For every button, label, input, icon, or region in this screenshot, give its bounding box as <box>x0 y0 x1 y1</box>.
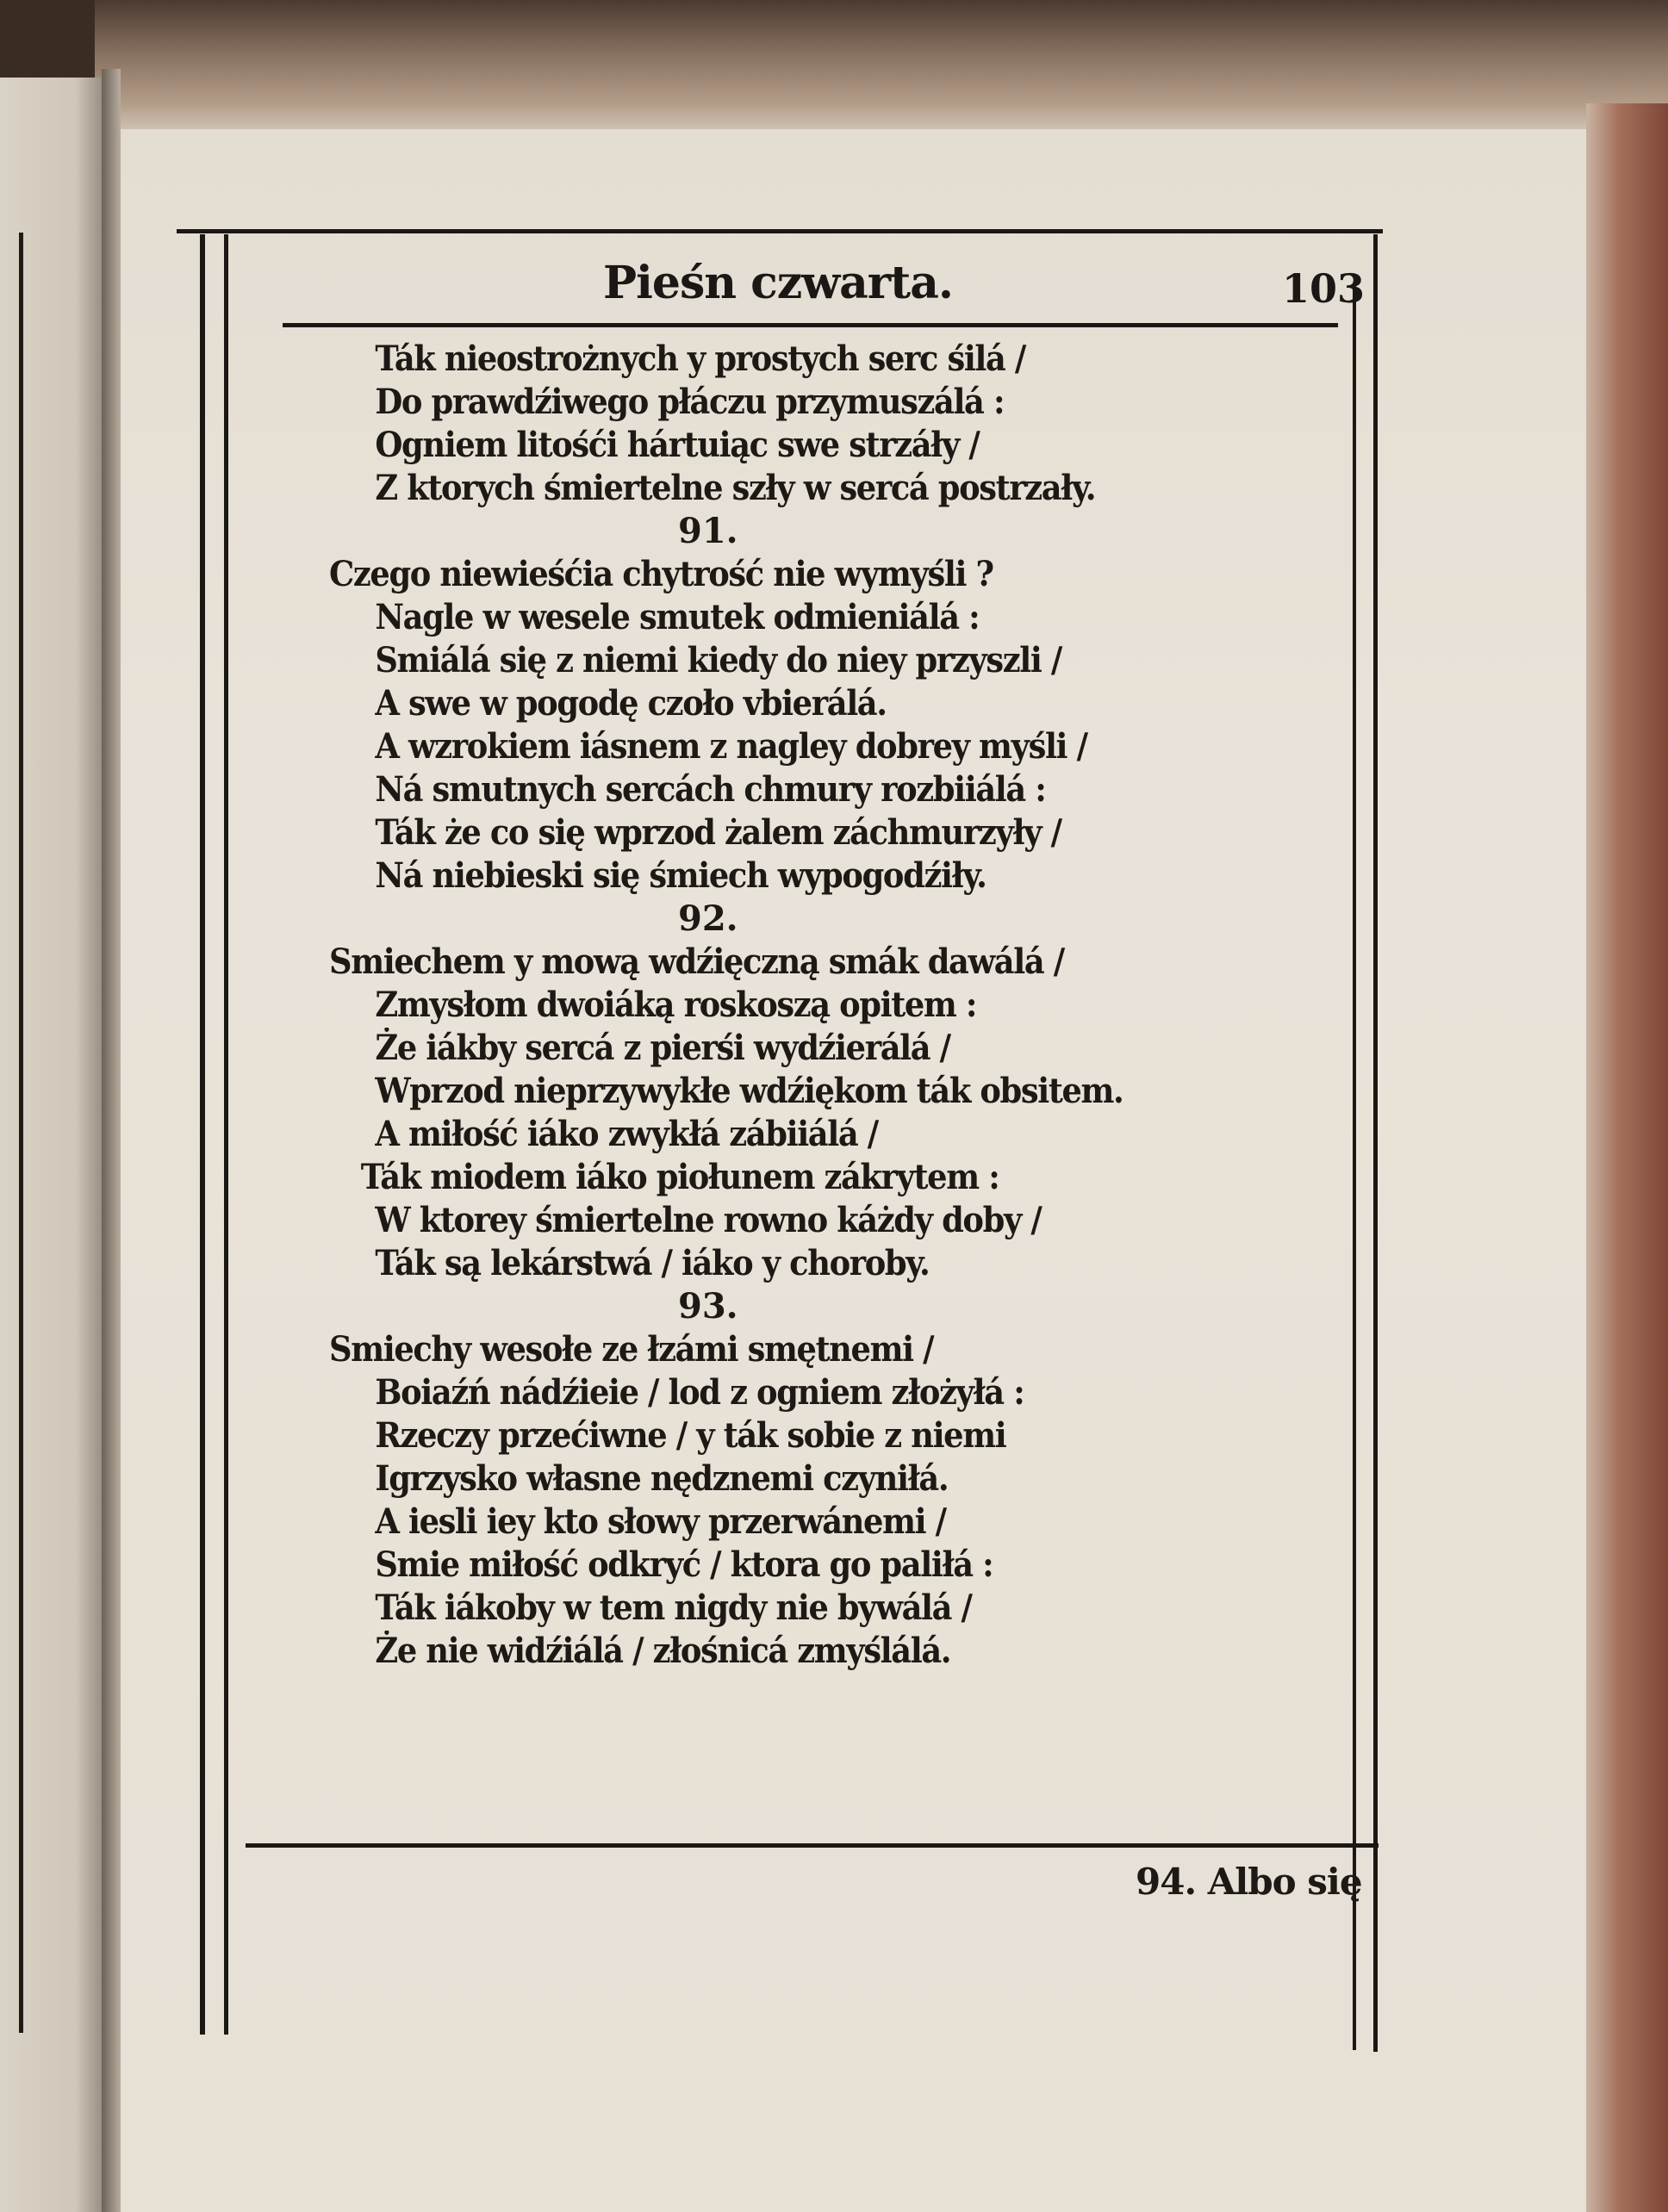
poem-text <box>329 338 1234 1673</box>
verse-line: Smie miłość odkryć / ktora go paliłá : <box>375 1544 993 1585</box>
verse-line: Ogniem litośći hártuiąc swe strzáły / <box>375 425 980 465</box>
verse-line: Do prawdźiwego płáczu przymuszálá : <box>375 382 1005 422</box>
verse-line: A swe w pogodę czoło vbierálá. <box>375 683 887 724</box>
book-top-edge <box>95 0 1668 138</box>
verse-line: Ták są lekárstwá / iáko y choroby. <box>375 1243 930 1283</box>
verse-line: Czego niewieśćia chytrość nie wymyśli ? <box>329 554 993 594</box>
verse-line: Smiálá się z niemi kiedy do niey przyszli / <box>375 640 1061 680</box>
page-title: Pieśn czwarta. <box>603 257 953 309</box>
verse-line: Rzeczy przećiwne / y ták sobie z niemi <box>375 1415 1006 1456</box>
verse-line: Igrzysko własne nędznemi czyniłá. <box>375 1458 949 1499</box>
verse-line: A wzrokiem iásnem z nagley dobrey myśli / <box>375 726 1087 767</box>
verse-line: Boiaźń nádźieie / lod z ogniem złożyłá : <box>375 1372 1024 1413</box>
verse-line: Nagle w wesele smutek odmieniálá : <box>375 597 980 637</box>
verse-line: Ták nieostrożnych y prostych serc śilá / <box>375 339 1025 379</box>
verse-line: Ták iákoby w tem nigdy nie bywálá / <box>375 1588 972 1628</box>
verse-line: A miłość iáko zwykłá zábiiálá / <box>375 1114 878 1154</box>
verse-line: Smiechem y mową wdźięczną smák dawálá / <box>329 941 1064 982</box>
frame-top-rule <box>177 229 1383 233</box>
verse-line: Z ktorych śmiertelne szły w sercá postrzały. <box>375 468 1096 508</box>
stanza-number: 91. <box>678 511 738 551</box>
left-page <box>0 78 108 2212</box>
verse-line: Zmysłom dwoiáką roskoszą opitem : <box>375 985 977 1025</box>
verse-line: W ktorey śmiertelne rowno káżdy doby / <box>375 1200 1042 1240</box>
verse-line: Ták miodem iáko piołunem zákrytem : <box>360 1157 999 1197</box>
frame-right-rule-outer <box>1373 234 1378 2052</box>
stanza-number: 92. <box>678 898 738 939</box>
footer-rule <box>246 1843 1379 1848</box>
left-page-frame-rule <box>19 233 23 2033</box>
verse-line: Że nie widźiálá / złośnicá zmyślálá. <box>375 1631 951 1671</box>
frame-left-rule-outer <box>200 234 205 2035</box>
book-fore-edge <box>1586 103 1668 2212</box>
verse-line: Smiechy wesołe ze łzámi smętnemi / <box>329 1329 934 1370</box>
stanza-number: 93. <box>678 1286 738 1327</box>
verse-line: Że iákby sercá z pierśi wydźierálá / <box>375 1028 950 1068</box>
verse-line: A iesli iey kto słowy przerwánemi / <box>375 1501 946 1542</box>
verse-line: Ná niebieski się śmiech wypogodźiły. <box>375 855 986 896</box>
book-gutter <box>102 69 121 2212</box>
header-rule <box>283 323 1338 327</box>
catchword: 94. Albo się <box>1136 1861 1362 1903</box>
verse-line: Ná smutnych sercách chmury rozbiiálá : <box>375 769 1046 810</box>
frame-right-rule-inner <box>1353 284 1356 2050</box>
verse-line: Ták że co się wprzod żalem záchmurzyły / <box>375 812 1061 853</box>
verse-line: Wprzod nieprzywykłe wdźiękom ták obsitem. <box>375 1071 1123 1111</box>
frame-left-rule-inner <box>224 234 228 2035</box>
page-number: 103 <box>1282 265 1366 312</box>
